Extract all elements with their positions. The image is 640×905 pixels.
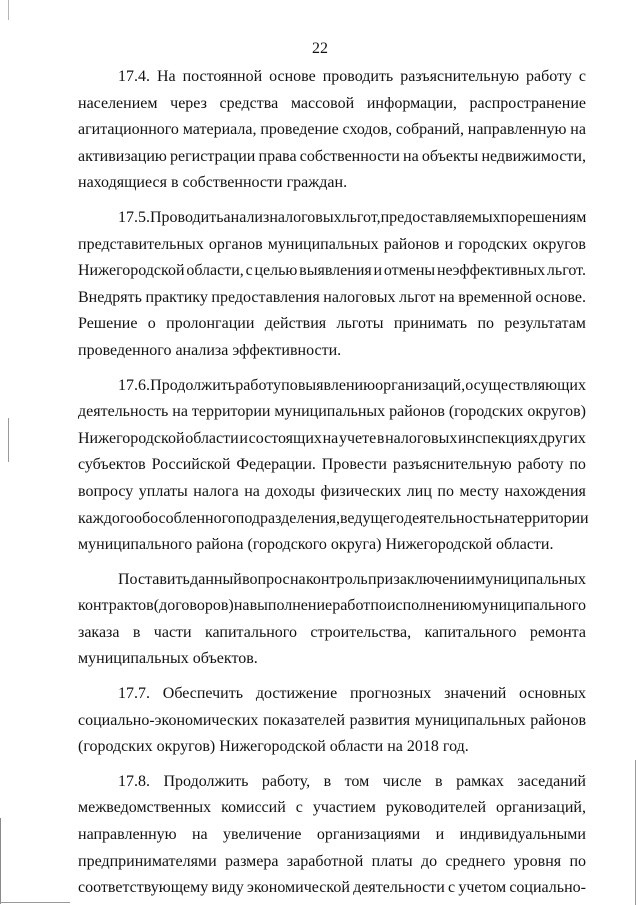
text-line: Нижегородской области и состоящих на учете в налоговых инспекциях других — [78, 429, 586, 447]
scan-artifact — [8, 0, 9, 20]
text-line: предпринимателями размера заработной платы до среднего уровня по — [78, 852, 586, 870]
scan-artifact — [8, 418, 9, 462]
text-line: вопросу уплаты налога на доходы физических лиц по месту нахождения — [78, 482, 586, 500]
paragraph-17-7 — [78, 681, 586, 761]
text-line: Поставить данный вопрос на контроль при заключении муниципальных — [118, 570, 586, 588]
text-line: межведомственных комиссий с участием руководителей организаций, — [78, 799, 586, 817]
text-line: активизацию регистрации права собственности на объекты недвижимости, — [78, 147, 586, 165]
page-number: 22 — [312, 40, 328, 57]
text-line: 17.8. Продолжить работу, в том числе в рамках заседаний — [118, 772, 586, 790]
paragraph-17-8 — [78, 769, 586, 902]
paragraph-17-6 — [78, 373, 589, 559]
text-line: (городских округов) Нижегородской области на 2018 год. — [78, 738, 469, 756]
text-line: заказа в части капитального строительства, капитального ремонта — [78, 623, 586, 641]
text-line: 17.5. Проводить анализ налоговых льгот, предоставляемых по решениям — [118, 208, 587, 226]
text-line: 17.7. Обеспечить достижение прогнозных значений основных — [118, 685, 586, 703]
document-body — [78, 64, 589, 902]
text-line: агитационного материала, проведение сходов, собраний, направленную на — [78, 121, 586, 139]
paragraph-17-5 — [78, 205, 586, 365]
text-line: Нижегородской области, с целью выявления и отмены неэффективных льгот. — [78, 262, 586, 280]
text-line: каждого обособленного подразделения, ведущего деятельность на территории — [78, 509, 589, 527]
text-line: деятельность на территории муниципальных районов (городских округов) — [78, 403, 586, 421]
text-line: муниципального района (городского округа) Нижегородской области. — [78, 536, 554, 554]
paragraph-control — [78, 567, 586, 673]
text-line: 17.6. Продолжить работу по выявлению организаций, осуществляющих — [118, 376, 586, 394]
text-line: проведенного анализа эффективности. — [78, 341, 342, 359]
text-line: контрактов (договоров) на выполнение работ по исполнению муниципального — [78, 597, 586, 615]
text-line: соответствующему виду экономической деятельности с учетом социально- — [78, 879, 586, 897]
paragraph-17-4 — [78, 64, 586, 197]
text-line: 17.4. На постоянной основе проводить разъяснительную работу с — [118, 68, 586, 85]
scan-artifact — [0, 818, 1, 904]
text-line: муниципальных объектов. — [78, 650, 258, 668]
text-line: Внедрять практику предоставления налоговых льгот на временной основе. — [78, 288, 586, 306]
text-line: находящиеся в собственности граждан. — [78, 174, 348, 192]
scan-artifact — [635, 760, 636, 905]
text-line: социально-экономических показателей развития муниципальных районов — [78, 711, 586, 729]
scan-artifact — [0, 902, 70, 903]
text-line: представительных органов муниципальных районов и городских округов — [78, 235, 586, 253]
text-line: субъектов Российской Федерации. Провести разъяснительную работу по — [78, 456, 586, 474]
text-line: населением через средства массовой информации, распространение — [78, 94, 586, 112]
text-line: Решение о пролонгации действия льготы принимать по результатам — [78, 315, 586, 333]
text-line: направленную на увеличение организациями и индивидуальными — [78, 826, 586, 844]
